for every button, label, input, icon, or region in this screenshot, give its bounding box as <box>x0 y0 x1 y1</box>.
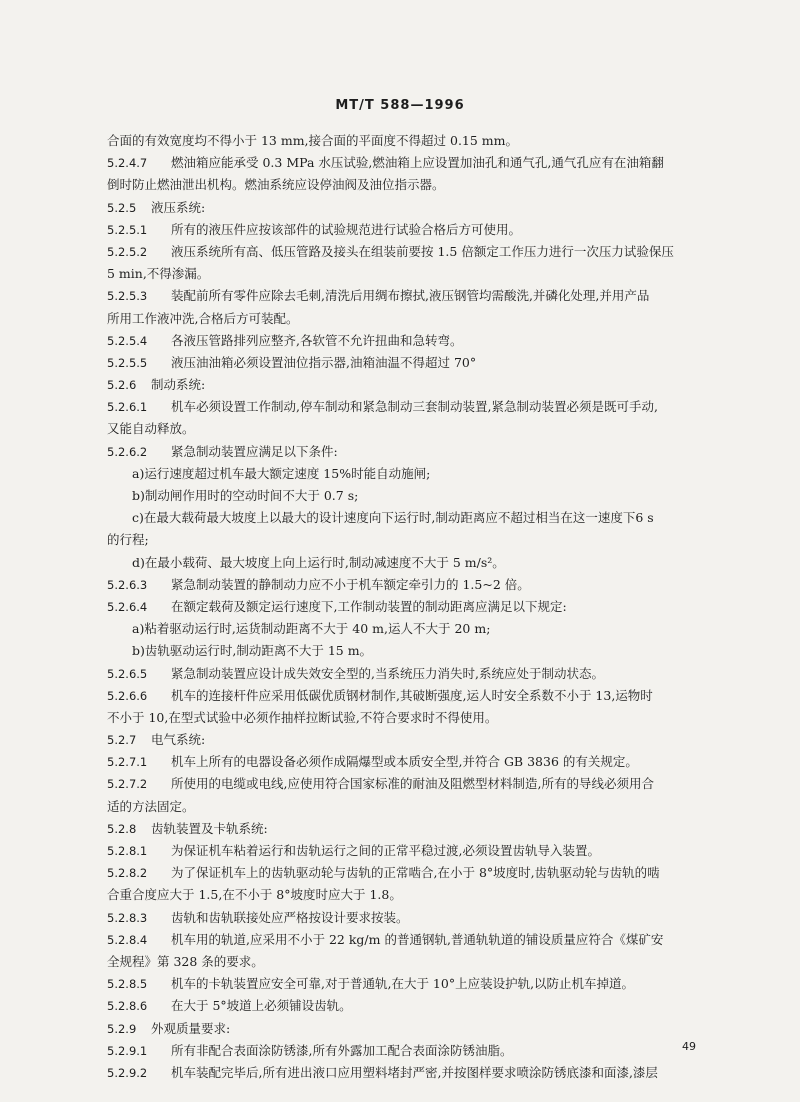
line-text: 为保证机车粘着运行和齿轨运行之间的正常平稳过渡,必须设置齿轨导入装置。 <box>171 843 600 858</box>
text-line <box>107 152 747 174</box>
text-line <box>107 219 747 241</box>
text-line <box>107 951 747 973</box>
text-line <box>107 197 747 219</box>
section-number: 5.2.5 <box>107 200 137 215</box>
text-line <box>107 884 747 906</box>
line-text: 的行程; <box>107 532 149 548</box>
section-number: 5.2.8.4 <box>107 932 148 947</box>
section-number: 5.2.6 <box>107 378 137 393</box>
text-line <box>107 418 747 440</box>
line-text: a)运行速度超过机车最大额定速度 15%时能自动施闸; <box>132 465 431 481</box>
text-line <box>107 640 747 662</box>
text-line <box>107 241 747 263</box>
line-text: 为了保证机车上的齿轨驱动轮与齿轨的正常啮合,在小于 8°坡度时,齿轨驱动轮与齿轨的啮 <box>171 865 660 881</box>
line-text: 燃油箱应能承受 0.3 MPa 水压试验,燃油箱上应设置加油孔和通气孔,通气孔应有在油箱翻 <box>171 155 664 171</box>
text-line <box>107 1062 747 1084</box>
text-line <box>107 596 747 618</box>
line-text: 装配前所有零件应除去毛刺,清洗后用绸布擦拭,液压钢管均需酸洗,并磷化处理,并用产品 <box>171 288 650 304</box>
section-number: 5.2.5.3 <box>107 289 148 304</box>
text-line <box>107 707 747 729</box>
line-text: 所使用的电缆或电线,应使用符合国家标准的耐油及阻燃型材料制造,所有的导线必须用合 <box>171 776 654 792</box>
line-text: 倒时防止燃油泄出机构。燃油系统应设停油阀及油位指示器。 <box>107 177 445 193</box>
body-text <box>107 130 747 1084</box>
line-text: 机车上所有的电器设备必须作成隔爆型或本质安全型,并符合 GB 3836 的有关规定。 <box>171 754 638 770</box>
line-text: 所有的液压件应按该部件的试验规范进行试验合格后方可使用。 <box>171 221 522 237</box>
text-line <box>107 907 747 929</box>
line-text: 电气系统: <box>151 732 206 748</box>
line-text: 机车的卡轨装置应安全可靠,对于普通轨,在大于 10°上应装设护轨,以防止机车掉道。 <box>171 976 635 992</box>
section-number: 5.2.7 <box>107 733 137 748</box>
line-text: 在额定载荷及额定运行速度下,工作制动装置的制动距离应满足以下规定: <box>171 598 567 614</box>
section-number: 5.2.8.2 <box>107 866 148 881</box>
section-number: 5.2.5.1 <box>107 222 148 237</box>
section-number: 5.2.4.7 <box>107 156 148 171</box>
page-number: 49 <box>682 1040 696 1053</box>
section-number: 5.2.5.4 <box>107 333 148 348</box>
section-number: 5.2.9.1 <box>107 1043 148 1058</box>
text-line <box>107 330 747 352</box>
text-line <box>107 285 747 307</box>
line-text: 全规程》第 328 条的要求。 <box>107 953 264 969</box>
text-line <box>107 263 747 285</box>
line-text: 适的方法固定。 <box>107 798 195 814</box>
text-line <box>107 130 747 152</box>
line-text: 各液压管路排列应整齐,各软管不允许扭曲和急转弯。 <box>171 332 463 348</box>
text-line <box>107 862 747 884</box>
document-header: MT/T 588—1996 <box>335 98 465 113</box>
text-line <box>107 396 747 418</box>
text-line <box>107 751 747 773</box>
line-text: 制动系统: <box>151 377 206 393</box>
text-line <box>107 352 747 374</box>
text-line <box>107 308 747 330</box>
section-number: 5.2.6.4 <box>107 599 148 614</box>
line-text: 紧急制动装置应设计成失效安全型的,当系统压力消失时,系统应处于制动状态。 <box>171 665 604 681</box>
text-line <box>107 818 747 840</box>
text-line <box>107 929 747 951</box>
line-text: 外观质量要求: <box>151 1020 231 1036</box>
line-text: 液压系统: <box>151 199 206 215</box>
line-text: 5 min,不得渗漏。 <box>107 266 210 282</box>
section-number: 5.2.6.1 <box>107 400 148 415</box>
text-line <box>107 1018 747 1040</box>
text-line <box>107 995 747 1017</box>
line-text: 机车的连接杆件应采用低碳优质钢材制作,其破断强度,运人时安全系数不小于 13,运物时 <box>171 687 653 703</box>
line-text: 紧急制动装置的静制动力应不小于机车额定牵引力的 1.5~2 倍。 <box>171 576 530 592</box>
line-text: b)制动闸作用时的空动时间不大于 0.7 s; <box>132 488 359 503</box>
text-line <box>107 529 747 551</box>
text-line <box>107 507 747 529</box>
line-text: d)在最小载荷、最大坡度上向上运行时,制动减速度不大于 5 m/s²。 <box>132 554 505 570</box>
section-number: 5.2.5.5 <box>107 355 148 370</box>
text-line <box>107 485 747 507</box>
line-text: 合面的有效宽度均不得小于 13 mm,接合面的平面度不得超过 0.15 mm。 <box>107 133 519 148</box>
line-text: 所有非配合表面涂防锈漆,所有外露加工配合表面涂防锈油脂。 <box>171 1042 513 1058</box>
line-text: 合重合度应大于 1.5,在不小于 8°坡度时应大于 1.8。 <box>107 887 402 903</box>
text-line <box>107 796 747 818</box>
line-text: a)粘着驱动运行时,运货制动距离不大于 40 m,运人不大于 20 m; <box>132 621 491 637</box>
line-text: 又能自动释放。 <box>107 421 195 437</box>
line-text: c)在最大载荷最大坡度上以最大的设计速度向下运行时,制动距离应不超过相当在这一速度下6 s <box>132 510 654 526</box>
text-line <box>107 663 747 685</box>
section-number: 5.2.6.3 <box>107 577 148 592</box>
line-text: b)齿轨驱动运行时,制动距离不大于 15 m。 <box>132 643 373 659</box>
section-number: 5.2.8.5 <box>107 977 148 992</box>
text-line <box>107 685 747 707</box>
text-line <box>107 729 747 751</box>
line-text: 液压油油箱必须设置油位指示器,油箱油温不得超过 70° <box>171 354 477 370</box>
line-text: 机车装配完毕后,所有进出液口应用塑料堵封严密,并按图样要求喷涂防锈底漆和面漆,漆层 <box>171 1064 658 1080</box>
line-text: 所用工作液冲洗,合格后方可装配。 <box>107 310 299 326</box>
section-number: 5.2.6.2 <box>107 444 148 459</box>
section-number: 5.2.5.2 <box>107 244 148 259</box>
line-text: 紧急制动装置应满足以下条件: <box>171 443 338 459</box>
section-number: 5.2.9.2 <box>107 1065 148 1080</box>
line-text: 在大于 5°坡道上必须铺设齿轨。 <box>171 998 352 1014</box>
text-line <box>107 374 747 396</box>
section-number: 5.2.7.1 <box>107 755 148 770</box>
section-number: 5.2.8.1 <box>107 844 148 858</box>
section-number: 5.2.6.5 <box>107 666 148 681</box>
text-line <box>107 773 747 795</box>
section-number: 5.2.8.6 <box>107 999 148 1014</box>
line-text: 机车必须设置工作制动,停车制动和紧急制动三套制动装置,紧急制动装置必须是既可手动, <box>171 399 658 415</box>
section-number: 5.2.8 <box>107 821 137 836</box>
line-text: 齿轨装置及卡轨系统: <box>151 820 268 836</box>
text-line <box>107 441 747 463</box>
line-text: 机车用的轨道,应采用不小于 22 kg/m 的普通钢轨,普通轨轨道的铺设质量应符合《煤矿安 <box>171 931 664 947</box>
text-line <box>107 463 747 485</box>
line-text: 齿轨和齿轨联接处应严格按设计要求按装。 <box>171 909 409 925</box>
text-line <box>107 618 747 640</box>
section-number: 5.2.8.3 <box>107 910 148 925</box>
text-line <box>107 174 747 196</box>
line-text: 不小于 10,在型式试验中必须作抽样拉断试验,不符合要求时不得使用。 <box>107 709 498 725</box>
text-line <box>107 574 747 596</box>
section-number: 5.2.7.2 <box>107 777 148 792</box>
text-line <box>107 1040 747 1062</box>
text-line <box>107 552 747 574</box>
line-text: 液压系统所有高、低压管路及接头在组装前要按 1.5 倍额定工作压力进行一次压力试验保压 <box>171 243 674 259</box>
section-number: 5.2.6.6 <box>107 688 148 703</box>
section-number: 5.2.9 <box>107 1021 137 1036</box>
text-line <box>107 973 747 995</box>
text-line <box>107 840 747 862</box>
